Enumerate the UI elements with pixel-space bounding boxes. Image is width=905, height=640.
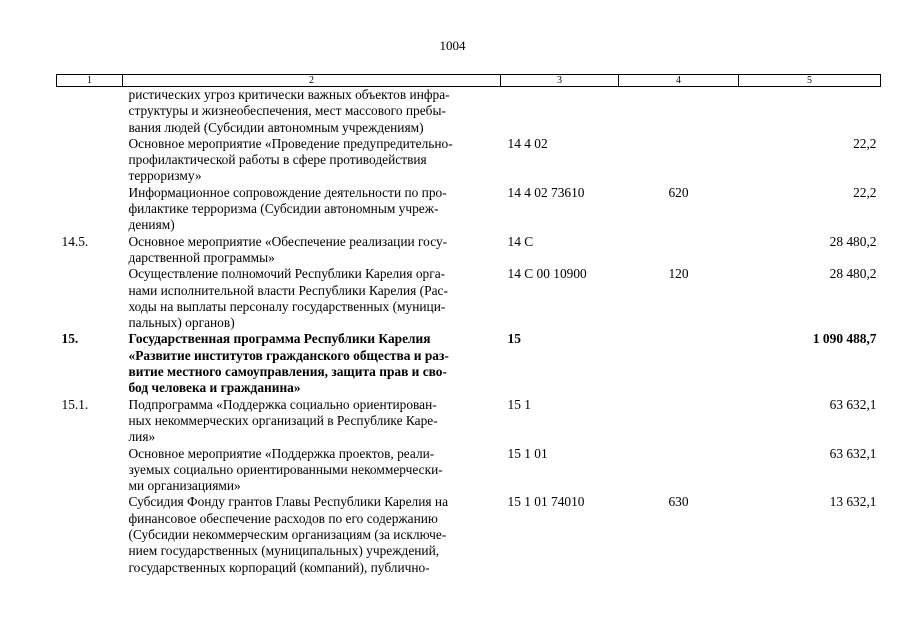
description-line: ходы на выплаты персоналу государственных (муници- bbox=[128, 298, 446, 314]
amount: 63 632,1 bbox=[829, 396, 877, 412]
target-article-code: 15 1 bbox=[507, 396, 531, 412]
row-number bbox=[57, 446, 123, 495]
amount: 22,2 bbox=[853, 135, 877, 151]
description-line: дарственной программы» bbox=[128, 249, 275, 265]
description-line: терроризму» bbox=[128, 168, 202, 184]
table-row bbox=[57, 234, 881, 267]
description-line: структуры и жизнеобеспечения, мест массового пребы- bbox=[128, 103, 446, 119]
expense-type-code bbox=[619, 87, 739, 136]
description-line: Основное мероприятие «Проведение предупредительно- bbox=[128, 135, 453, 151]
row-number bbox=[57, 185, 123, 234]
description-line: Основное мероприятие «Поддержка проектов, реали- bbox=[128, 445, 435, 461]
table-row bbox=[57, 446, 881, 495]
row-description bbox=[123, 87, 501, 136]
table-row bbox=[57, 87, 881, 136]
column-number-row bbox=[57, 75, 881, 87]
table-row bbox=[57, 136, 881, 185]
description-line: Подпрограмма «Поддержка социально ориентирован- bbox=[128, 396, 437, 412]
table-row bbox=[57, 494, 881, 575]
table-row bbox=[57, 397, 881, 446]
column-header-3: 3 bbox=[501, 75, 619, 87]
row-description bbox=[123, 266, 501, 331]
row-description bbox=[123, 446, 501, 495]
description-line: филактике терроризма (Субсидии автономным учреж- bbox=[128, 201, 439, 217]
table-body bbox=[57, 87, 881, 576]
expense-type-code bbox=[619, 136, 739, 185]
row-description bbox=[123, 331, 501, 396]
row-description bbox=[123, 185, 501, 234]
description-line: профилактической работы в сфере противодействия bbox=[128, 152, 427, 168]
amount: 13 632,1 bbox=[829, 494, 877, 510]
expense-type-code bbox=[619, 397, 739, 446]
description-line: (Субсидии некоммерческим организациям (за исключе- bbox=[128, 527, 447, 543]
description-line: вания людей (Субсидии автономным учреждениям) bbox=[128, 119, 424, 135]
description-line: зуемых социально ориентированными некоммерчески- bbox=[128, 461, 443, 477]
description-line: финансовое обеспечение расходов по его содержанию bbox=[128, 510, 438, 526]
target-article-code: 14 С 00 10900 bbox=[507, 266, 587, 282]
description-line: Основное мероприятие «Обеспечение реализации госу- bbox=[128, 233, 448, 249]
description-line: «Развитие институтов гражданского общества и раз- bbox=[128, 347, 449, 363]
row-number bbox=[57, 494, 123, 575]
row-number: 14.5. bbox=[61, 233, 89, 249]
description-line: ристических угроз критически важных объектов инфра- bbox=[128, 87, 450, 102]
row-description bbox=[123, 494, 501, 575]
description-line: ных некоммерческих организаций в Республике Каре- bbox=[128, 412, 438, 428]
table-row bbox=[57, 185, 881, 234]
amount: 28 480,2 bbox=[829, 233, 877, 249]
target-article-code bbox=[501, 87, 619, 136]
row-number bbox=[57, 266, 123, 331]
page-number: 1004 bbox=[439, 38, 466, 53]
expense-type-code bbox=[619, 234, 739, 267]
expense-type-code: 120 bbox=[668, 266, 689, 282]
description-line: Государственная программа Республики Карелия bbox=[128, 331, 431, 347]
column-header-4: 4 bbox=[619, 75, 739, 87]
row-description bbox=[123, 234, 501, 267]
amount: 22,2 bbox=[853, 184, 877, 200]
description-line: ми организациями» bbox=[128, 478, 241, 494]
target-article-code: 15 1 01 74010 bbox=[507, 494, 585, 510]
expense-type-code bbox=[619, 331, 739, 396]
amount: 63 632,1 bbox=[829, 445, 877, 461]
target-article-code: 14 С bbox=[507, 233, 534, 249]
description-line: государственных корпораций (компаний), публично- bbox=[128, 559, 430, 575]
expense-type-code bbox=[619, 446, 739, 495]
description-line: нами исполнительной власти Республики Карелия (Рас- bbox=[128, 282, 448, 298]
column-header-1: 1 bbox=[57, 75, 123, 87]
description-line: Информационное сопровождение деятельности по про- bbox=[128, 184, 447, 200]
target-article-code: 14 4 02 73610 bbox=[507, 184, 585, 200]
amount bbox=[739, 87, 881, 136]
column-header-5: 5 bbox=[739, 75, 881, 87]
table-row bbox=[57, 331, 881, 396]
description-line: пальных) органов) bbox=[128, 315, 235, 331]
budget-table bbox=[56, 74, 881, 576]
amount: 28 480,2 bbox=[829, 266, 877, 282]
description-line: витие местного самоуправления, защита прав и сво- bbox=[128, 364, 447, 380]
row-number: 15. bbox=[61, 331, 79, 347]
amount: 1 090 488,7 bbox=[812, 331, 877, 347]
description-line: нием государственных (муниципальных) учреждений, bbox=[128, 543, 440, 559]
expense-type-code: 630 bbox=[668, 494, 689, 510]
row-number: 15.1. bbox=[61, 396, 89, 412]
target-article-code: 15 bbox=[507, 331, 521, 347]
row-number bbox=[57, 136, 123, 185]
column-header-2: 2 bbox=[123, 75, 501, 87]
row-number bbox=[57, 87, 123, 136]
row-description bbox=[123, 397, 501, 446]
description-line: лия» bbox=[128, 429, 156, 445]
description-line: Субсидия Фонду грантов Главы Республики Карелия на bbox=[128, 494, 449, 510]
description-line: Осуществление полномочий Республики Карелия орга- bbox=[128, 266, 446, 282]
description-line: бод человека и гражданина» bbox=[128, 380, 301, 396]
target-article-code: 14 4 02 bbox=[507, 135, 548, 151]
table-row bbox=[57, 266, 881, 331]
row-description bbox=[123, 136, 501, 185]
expense-type-code: 620 bbox=[668, 184, 689, 200]
description-line: дениям) bbox=[128, 217, 175, 233]
target-article-code: 15 1 01 bbox=[507, 445, 548, 461]
